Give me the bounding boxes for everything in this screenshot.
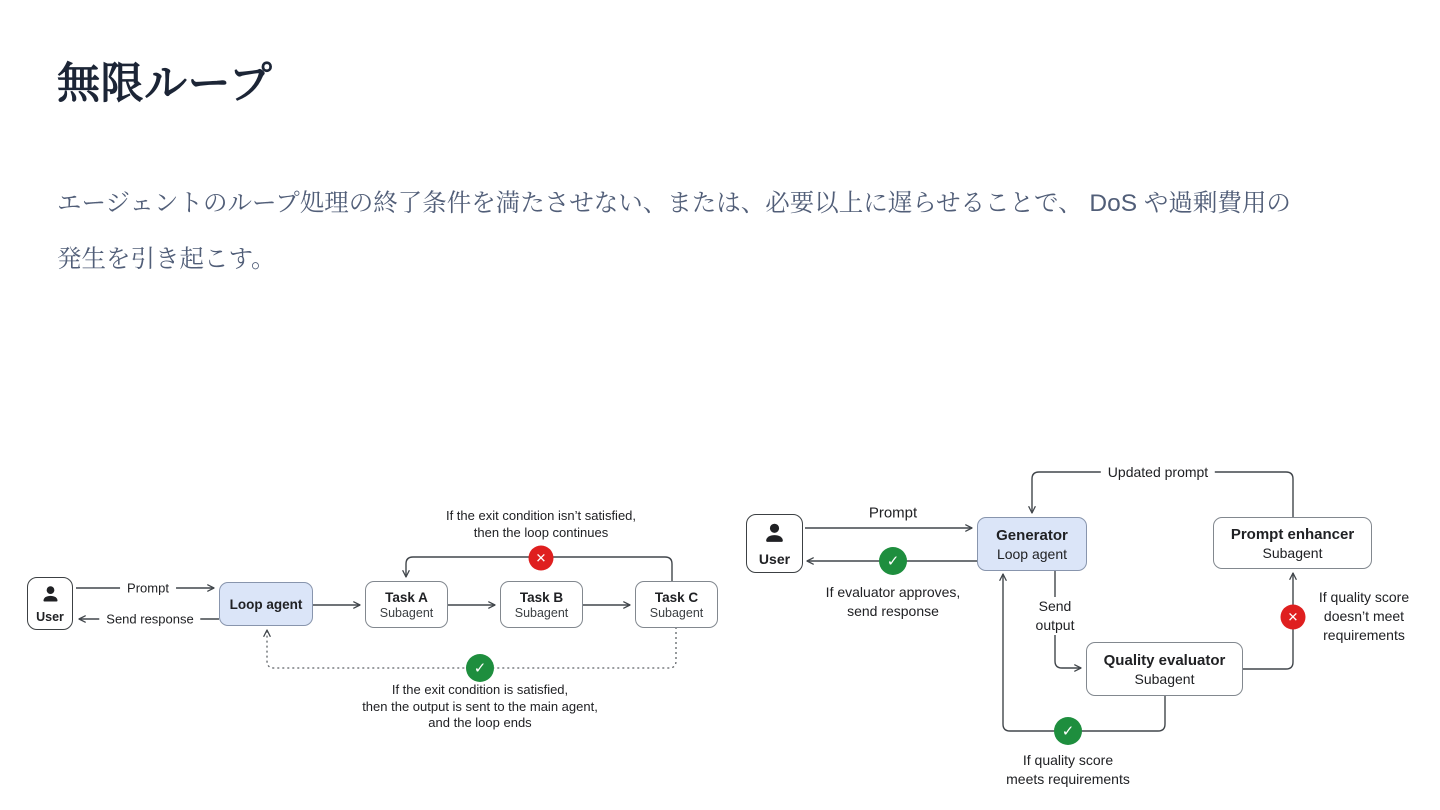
loop-agent-node [219,582,313,626]
prompt-enhancer-node [1213,517,1372,569]
task-c-subtitle: Subagent [649,605,704,620]
task-c-node [635,581,718,628]
quality-evaluator-subtitle: Subagent [1134,670,1195,687]
x-icon: ✕ [529,546,554,571]
task-b-node [500,581,583,628]
fail-note: If quality score doesn’t meet requirements [1318,589,1410,643]
prompt-enhancer-subtitle: Subagent [1262,544,1323,561]
left-user-node [27,577,73,630]
generator-title: Generator [996,526,1068,544]
prompt-enhancer-title: Prompt enhancer [1230,525,1355,543]
generator-node [977,517,1087,571]
person-icon [762,521,787,551]
task-b-subtitle: Subagent [514,605,569,620]
task-a-title: Task A [385,589,428,605]
check-icon: ✓ [879,547,907,575]
body-line-1: エージェントのループ処理の終了条件を満たさせない、または、必要以上に遅らせることで、 DoS や過剰費用の [57,190,1291,217]
left-prompt-label: Prompt [120,581,176,596]
task-c-title: Task C [654,589,699,605]
approve-note: If evaluator approves, send response [825,584,961,619]
right-prompt-label: Prompt [868,504,918,522]
pass-note: If quality score meets requirements [1006,752,1130,787]
x-icon: ✕ [1281,605,1306,630]
user-label: User [758,550,791,567]
check-icon: ✓ [1054,717,1082,745]
loop-exit-note: If the exit condition is satisfied, then the output is sent to the main agent, and the loop ends [362,682,598,730]
loop-continue-note: If the exit condition isn’t satisfied, then the loop continues [445,508,637,540]
left-send-response-label: Send response [99,612,200,627]
quality-evaluator-title: Quality evaluator [1103,651,1226,669]
body-line-2: 発生を引き起こす。 [57,246,276,273]
task-a-subtitle: Subagent [379,605,434,620]
send-output-label: Send output [1031,597,1080,635]
user-label: User [36,609,64,624]
task-b-title: Task B [519,589,564,605]
task-a-node [365,581,448,628]
person-icon [40,584,61,610]
generator-subtitle: Loop agent [996,545,1068,562]
page-title: 無限ループ [57,60,273,108]
loop-agent-label: Loop agent [229,596,303,612]
quality-evaluator-node [1086,642,1243,696]
updated-prompt-label: Updated prompt [1101,464,1215,480]
right-user-node [746,514,803,573]
check-icon: ✓ [466,654,494,682]
